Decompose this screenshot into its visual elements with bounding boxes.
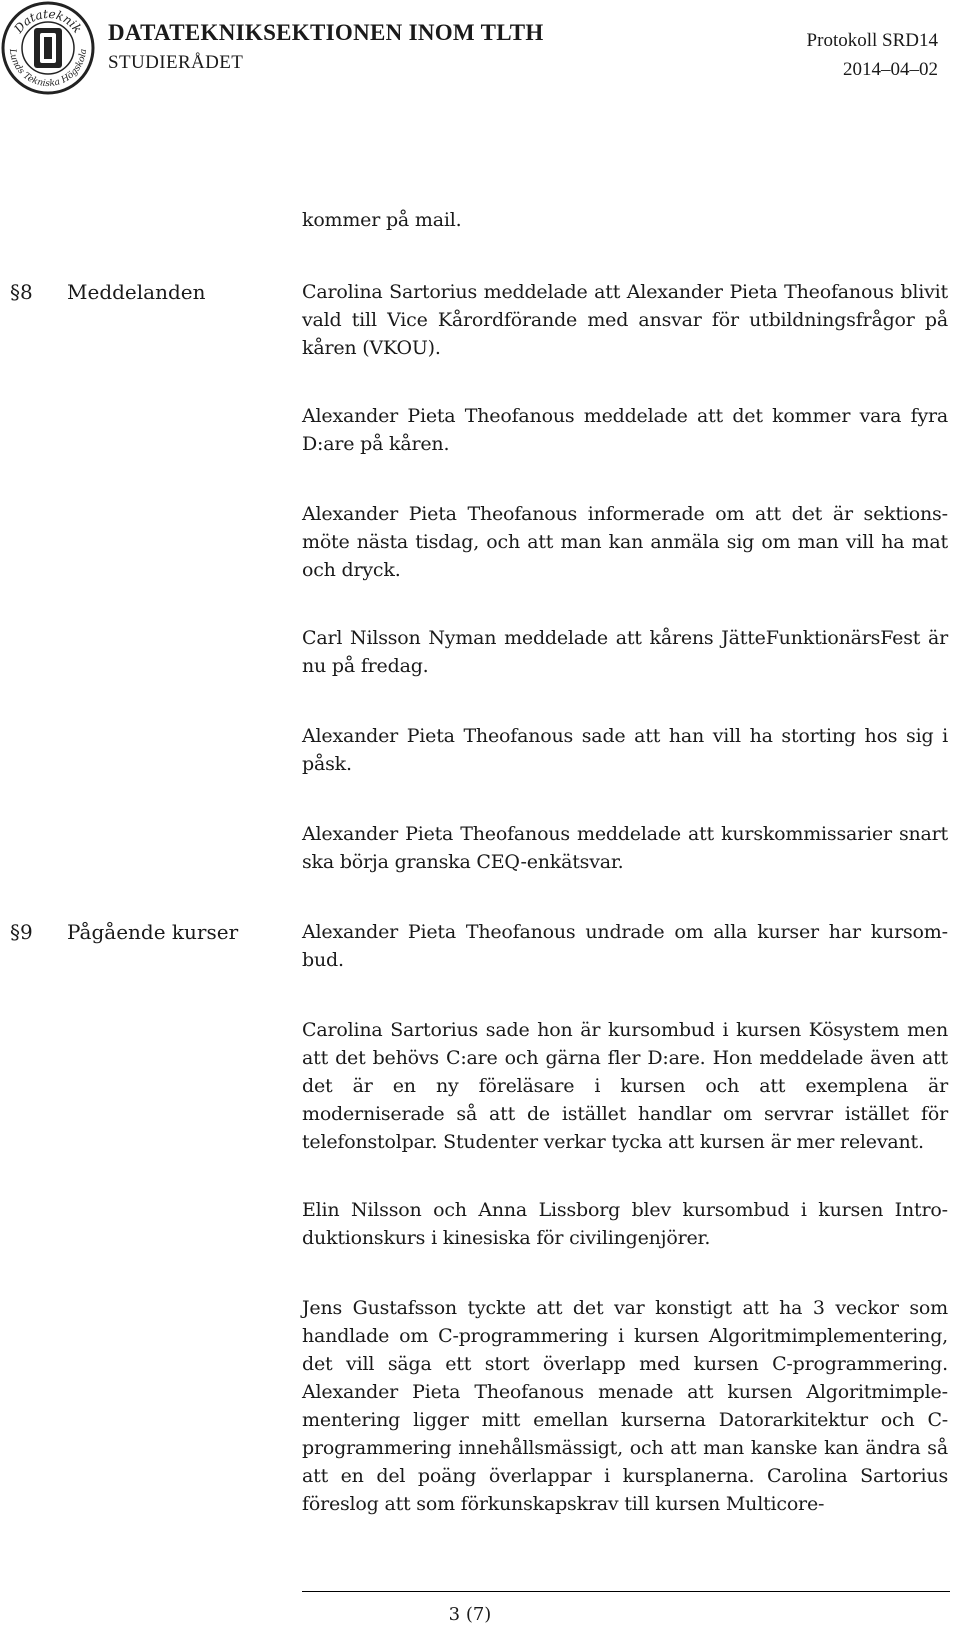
document-title: Protokoll SRD14	[806, 30, 938, 51]
paragraph: Alexander Pieta Theofanous informerade om att det är sektionsmöte nästa tisdag, och att man kan anmäla sig om man vill ha mat och dryck.	[302, 503, 948, 581]
paragraph: Jens Gustafsson tyckte att det var konstigt att ha 3 veckor som handlade om C-programmering i kursen Algoritmimplementering, det vill säga ett stort överlapp med kursen C-programmering. Alexander Pieta Theofanous menade att kursen Algoritmimplementering ligger mitt emellan kurserna Datorarkitektur och C-programmering innehållsmässigt, och att man kanske kan ändra så att en del poäng överlappar i kursplanerna. Carolina Sartorius föreslog att som förkunskapskrav till kursen Multicore-	[302, 1297, 948, 1515]
section-title: Meddelanden	[67, 280, 206, 304]
paragraph: Alexander Pieta Theofanous meddelade att det kommer vara fyra D:are på kåren.	[302, 405, 948, 455]
footer-rule	[302, 1591, 950, 1592]
carryover-text: kommer på mail.	[302, 209, 462, 231]
paragraph: Carolina Sartorius meddelade att Alexander Pieta Theofanous blivit vald till Vice Kårordförande med ansvar för utbildningsfrågor på kåren (VKOU).	[302, 281, 948, 359]
paragraph: Alexander Pieta Theofanous sade att han vill ha storting hos sig i påsk.	[302, 725, 948, 775]
subunit-name: STUDIERÅDET	[108, 52, 244, 73]
paragraph: Carl Nilsson Nyman meddelade att kårens JätteFunktionärsFest är nu på fredag.	[302, 627, 948, 677]
paragraph: Alexander Pieta Theofanous meddelade att kurskommissarier snart ska börja granska CEQ-enkätsvar.	[302, 823, 948, 873]
paragraph: Elin Nilsson och Anna Lissborg blev kursombud i kursen Introduktionskurs i kinesiska för civilingenjörer.	[302, 1199, 948, 1249]
document-date: 2014–04–02	[843, 59, 938, 80]
section-number: §9	[10, 920, 33, 944]
page-number: 3 (7)	[448, 1604, 492, 1625]
svg-text:Lunds Tekniska Högskola: Lunds Tekniska Högskola	[6, 48, 90, 90]
datateknik-seal-logo	[0, 0, 96, 96]
organization-name: DATATEKNIKSEKTIONEN INOM TLTH	[108, 20, 544, 45]
section-number: §8	[10, 280, 33, 304]
paragraph: Alexander Pieta Theofanous undrade om alla kurser har kursombud.	[302, 921, 948, 971]
svg-text:Datateknik: Datateknik	[11, 6, 85, 36]
section-title: Pågående kurser	[67, 920, 239, 944]
paragraph: Carolina Sartorius sade hon är kursombud i kursen Kösystem men att det behövs C:are och gärna fler D:are. Hon meddelade även att det är en ny föreläsare i kursen och att exemplena är moderniserade så att de istället handlar om servrar istället för telefonstolpar. Studenter verkar tycka att kursen är mer relevant.	[302, 1019, 948, 1153]
